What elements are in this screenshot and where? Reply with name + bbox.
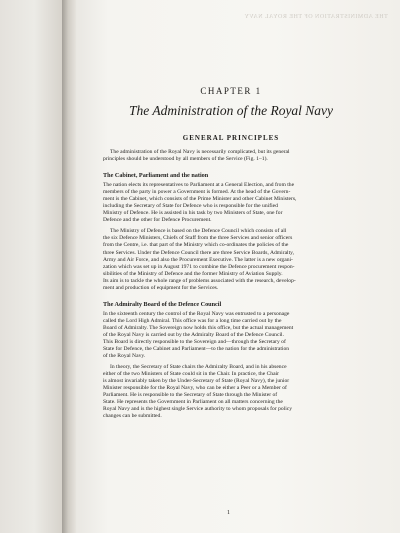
text-line: Army and Air Force, and also the Procurement Executive. The latter is a new organi- bbox=[103, 256, 293, 263]
text-line: This Board is directly responsible to the Sovereign and—through the Secretary of bbox=[103, 338, 286, 345]
text-line: Ministry of Defence. He is assisted in his task by two Ministers of State, one for bbox=[103, 210, 283, 217]
book-gutter bbox=[62, 0, 76, 533]
text-line: State. He represents the Government in Parliament on all matters concerning the bbox=[103, 399, 283, 406]
text-line: is almost invariably taken by the Under-Secretary of State (Royal Navy), the junior bbox=[103, 378, 290, 385]
text-line: Minister responsible for the Royal Navy, who can be either a Peer or a Member of bbox=[103, 385, 287, 392]
text-line: of the Royal Navy is carried out by the Admiralty Board of the Defence Council. bbox=[103, 331, 284, 338]
show-through-running-head: THE ADMINISTRATION OF THE ROYAL NAVY bbox=[244, 14, 388, 20]
text-line: either of the two Ministers of State could sit in the Chair. In practice, the Chair bbox=[103, 371, 280, 378]
admiralty-paragraph-2 bbox=[103, 364, 359, 420]
text-line: sibilities of the Ministry of Defence and the former Ministry of Aviation Supply. bbox=[103, 270, 283, 277]
left-page bbox=[0, 0, 62, 533]
text-line: In the sixteenth century the control of the Royal Navy was entrusted to a personage bbox=[103, 310, 290, 317]
text-line: called the Lord High Admiral. This office was for a long time carried out by the bbox=[103, 317, 282, 324]
text-line: of the Royal Navy. bbox=[103, 353, 146, 360]
text-line: zation which was set up in August 1971 to combine the Defence procurement respon- bbox=[103, 263, 295, 270]
text-line: Royal Navy and is the highest single Service authority to whom proposals for policy bbox=[103, 406, 293, 413]
page-number: 1 bbox=[227, 510, 230, 516]
cabinet-paragraph-2 bbox=[103, 228, 359, 291]
text-line: In theory, the Secretary of State chairs the Admiralty Board, and in his absence bbox=[110, 364, 287, 371]
text-line: Parliament. He is responsible to the Secretary of State through the Minister of bbox=[103, 392, 278, 399]
text-line: from the Centre, i.e. that part of the Ministry which co-ordinates the policies of the bbox=[103, 242, 289, 249]
text-line: ment is the Cabinet, which consists of the Prime Minister and other Cabinet Ministers, bbox=[103, 196, 297, 203]
chapter-label: CHAPTER 1 bbox=[200, 86, 262, 96]
chapter-title: The Administration of the Royal Navy bbox=[128, 103, 334, 118]
text-line: Its aim is to tackle the whole range of problems associated with the research, develop- bbox=[103, 277, 296, 284]
text-line: The nation elects its representatives to Parliament at a General Election, and from the bbox=[103, 182, 295, 189]
section-heading: GENERAL PRINCIPLES bbox=[182, 134, 280, 142]
text-line: including the Secretary of State for Defence who is responsible for the unified bbox=[103, 203, 278, 210]
text-line: Board of Admiralty. The Sovereign now holds this office, but the actual management bbox=[103, 324, 294, 331]
subheading-admiralty-board: The Admiralty Board of the Defence Council bbox=[103, 300, 222, 308]
text-line: principles should be understood by all members of the Service (Fig. 1–1). bbox=[103, 156, 268, 163]
text-line: three Services. Under the Defence Council there are three Service Boards, Admiralty, bbox=[103, 249, 294, 256]
cabinet-paragraph-1 bbox=[103, 182, 359, 224]
text-line: The Ministry of Defence is based on the Defence Council which consists of all bbox=[110, 228, 287, 235]
text-line: ment and production of equipment for the Services. bbox=[103, 284, 219, 291]
page-content bbox=[103, 86, 359, 421]
text-line: The administration of the Royal Navy is necessarily complicated, but its general bbox=[110, 149, 290, 155]
text-line: Defence and the other for Defence Procurement. bbox=[103, 217, 212, 224]
subheading-cabinet: The Cabinet, Parliament and the nation bbox=[103, 172, 209, 180]
admiralty-paragraph-1 bbox=[103, 311, 359, 360]
text-line: changes can be submitted. bbox=[103, 413, 162, 420]
text-line: members of the party in power a Government is formed. At the head of the Govern- bbox=[103, 189, 291, 196]
text-line: the six Defence Ministers, Chiefs of Staff from the three Services and senior officers bbox=[103, 235, 293, 242]
text-line: State for Defence, the Cabinet and Parliament—to the nation for the administration bbox=[103, 346, 290, 353]
intro-paragraph bbox=[103, 149, 359, 163]
